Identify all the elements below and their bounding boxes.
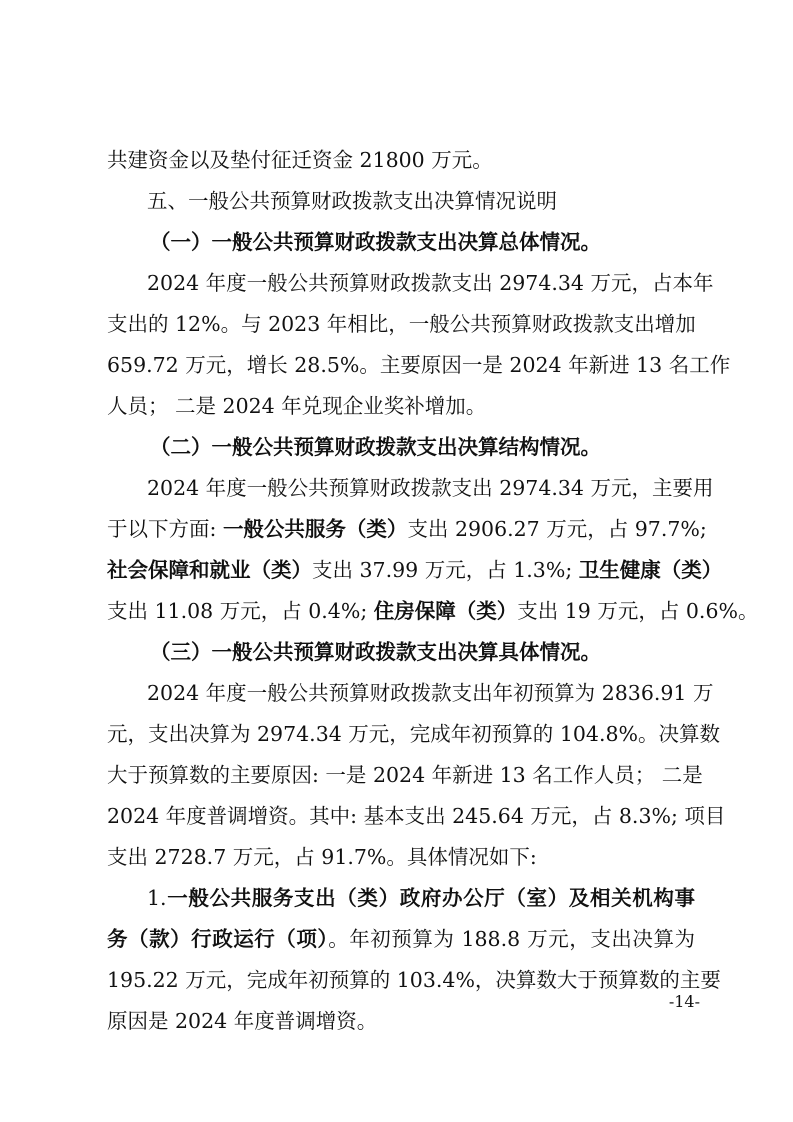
line-text: 支出 2906.27 万元，占 97.7%; xyxy=(407,517,707,541)
line-text: 支出 19 万元，占 0.6%。 xyxy=(517,599,759,623)
paragraph-line xyxy=(107,514,707,544)
item-number: 1. xyxy=(147,886,167,910)
paragraph-line: 2024 年度一般公共预算财政拨款支出年初预算为 2836.91 万 xyxy=(147,681,714,705)
paragraph-line: 2024 年度普调增资。其中: 基本支出 245.64 万元，占 8.3%; 项目 xyxy=(107,804,726,828)
line-text: 支出 11.08 万元，占 0.4%; xyxy=(107,599,374,623)
paragraph-line: 2024 年度一般公共预算财政拨款支出 2974.34 万元，主要用 xyxy=(147,476,714,500)
paragraph-line xyxy=(107,924,695,954)
paragraph-line: 共建资金以及垫付征迁资金 21800 万元。 xyxy=(107,148,493,172)
paragraph-line xyxy=(107,596,759,626)
subsection-heading: （三）一般公共预算财政拨款支出决算具体情况。 xyxy=(150,640,601,664)
line-text: 。年初预算为 188.8 万元，支出决算为 xyxy=(328,927,695,951)
paragraph-line: 支出 2728.7 万元，占 91.7%。具体情况如下: xyxy=(107,845,537,869)
paragraph-line: 2024 年度一般公共预算财政拨款支出 2974.34 万元，占本年 xyxy=(147,271,714,295)
subsection-heading: （一）一般公共预算财政拨款支出决算总体情况。 xyxy=(150,230,601,254)
item-title: 务（款）行政运行（项） xyxy=(107,927,329,951)
paragraph-line: 大于预算数的主要原因: 一是 2024 年新进 13 名工作人员； 二是 xyxy=(107,763,703,787)
category-label: 卫生健康（类） xyxy=(578,558,723,582)
paragraph-line: 195.22 万元，完成年初预算的 103.4%，决算数大于预算数的主要 xyxy=(107,968,721,992)
paragraph-line: 原因是 2024 年度普调增资。 xyxy=(107,1009,378,1033)
paragraph-line: 659.72 万元，增长 28.5%。主要原因一是 2024 年新进 13 名工作 xyxy=(107,353,731,377)
page-number: -14- xyxy=(668,992,700,1011)
line-text: 于以下方面: xyxy=(107,517,223,541)
item-title: 一般公共服务支出（类）政府办公厅（室）及相关机构事 xyxy=(166,886,695,910)
section-heading: 五、一般公共预算财政拨款支出决算情况说明 xyxy=(147,189,557,213)
line-text: 支出 37.99 万元，占 1.3%; xyxy=(312,558,579,582)
paragraph-line xyxy=(147,883,695,913)
paragraph-line: 元，支出决算为 2974.34 万元，完成年初预算的 104.8%。决算数 xyxy=(107,722,720,746)
paragraph-line: 人员； 二是 2024 年兑现企业奖补增加。 xyxy=(107,394,487,418)
category-label: 一般公共服务（类） xyxy=(222,517,408,541)
paragraph-line: 支出的 12%。与 2023 年相比，一般公共预算财政拨款支出增加 xyxy=(107,312,696,336)
category-label: 住房保障（类） xyxy=(373,599,518,623)
category-label: 社会保障和就业（类） xyxy=(107,558,312,582)
paragraph-line xyxy=(107,555,723,585)
subsection-heading: （二）一般公共预算财政拨款支出决算结构情况。 xyxy=(150,435,601,459)
